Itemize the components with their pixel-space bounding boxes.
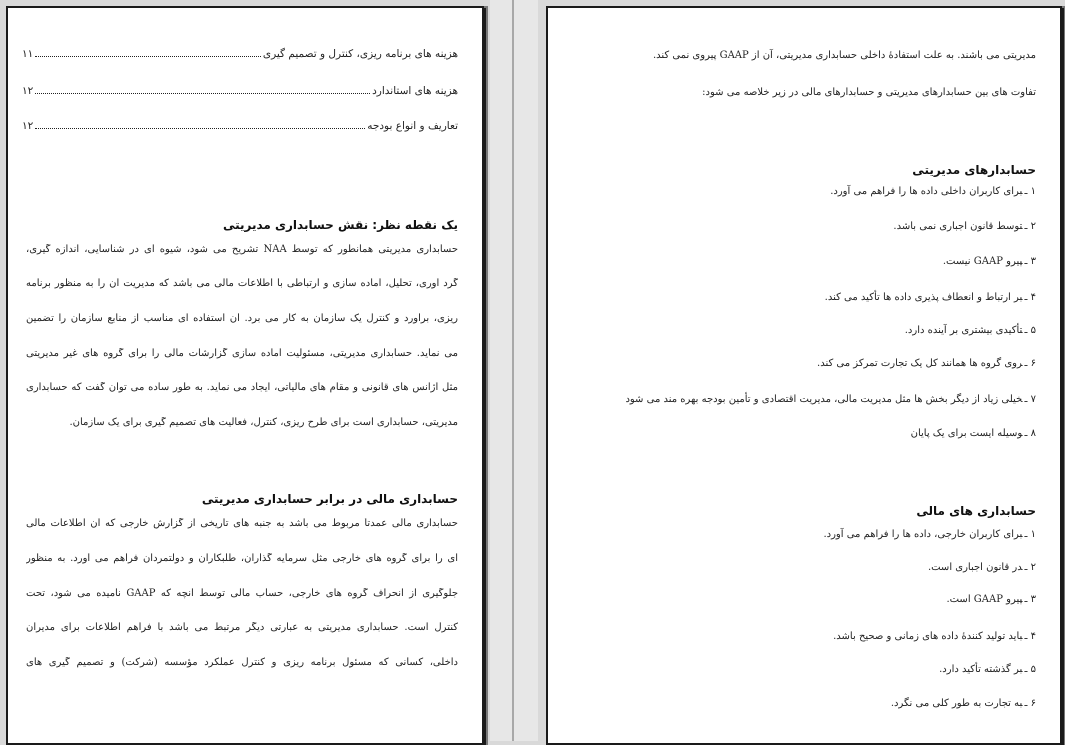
list-item — [817, 358, 1036, 369]
list-item-text: در قانون اجباری است. — [927, 562, 1023, 573]
list-item-number: ۶ ـ — [1024, 698, 1036, 709]
list-item — [928, 562, 1036, 573]
list-item — [833, 631, 1036, 642]
paragraph-line: کنترل است. حسابداری مدیریتی به عبارتی دیگر مرتبط می باشد با فراهم اطلاعات برای مدیران — [26, 622, 458, 633]
paragraph-line: ریزی، برآورد و کنترل یک سازمان به کار می برد. آن استفاده ای مناسب از منابع سازمان را تضمین — [26, 313, 458, 324]
list-item-number: ۴ ـ — [1024, 631, 1036, 642]
list-item-number: ۸ ـ — [1024, 428, 1036, 439]
toc-entry-title: تعاریف و انواع بودجه — [367, 120, 458, 132]
list-item-number: ۵ ـ — [1024, 325, 1036, 336]
toc-entry — [22, 85, 458, 97]
paragraph-line: می نماید. حسابداری مدیریتی، مسئولیت آماده سازی گزارشات مالی را برای گروه های غیر مدیریتی — [26, 348, 458, 359]
list-item — [823, 529, 1036, 540]
paragraph-line: تفاوت های بین حسابدارهای مدیریتی و حسابدارهای مالی در زیر خلاصه می شود: — [702, 87, 1036, 98]
paragraph-line: حسابداری مدیریتی همانطور که توسط NAA تشریح می شود، شیوه ای در شناسایی، اندازه گیری، — [26, 244, 458, 255]
toc-entry-page: ۱۲ — [22, 85, 34, 97]
list-item-text: برای کاربران خارجی، داده ها را فراهم می آورد. — [823, 529, 1023, 540]
list-item — [825, 292, 1036, 303]
list-item — [625, 394, 1036, 405]
list-item — [946, 594, 1036, 605]
list-item-text: برای کاربران داخلی داده ها را فراهم می آورد. — [830, 186, 1023, 197]
section-heading: حسابداری های مالی — [916, 504, 1036, 518]
toc-entry — [22, 120, 458, 132]
list-item — [939, 664, 1036, 675]
list-item-number: ۱ ـ — [1024, 529, 1036, 540]
list-item-number: ۲ ـ — [1024, 221, 1036, 232]
toc-entry-page: ۱۱ — [22, 48, 34, 60]
toc-entry-page: ۱۲ — [22, 120, 34, 132]
paragraph-line: گرد آوری، تحلیل، آماده سازی و ارتباطی با اطلاعات مالی می باشد که مدیریت آن را به منظور برنامه — [26, 278, 458, 289]
toc-leader-dots — [35, 128, 365, 129]
list-item-text: پیرو GAAP است. — [946, 594, 1023, 605]
list-item-text: پیرو GAAP نیست. — [942, 256, 1023, 267]
section-heading: حسابدارهای مدیریتی — [912, 163, 1036, 177]
list-item-text: خیلی زیاد از دیگر بخش ها مثل مدیریت مالی، مدیریت اقتصادی و تأمین بودجه بهره مند می شود — [625, 394, 1023, 405]
paragraph-line: مدیریتی می باشند. به علت استفادهٔ داخلی حسابداری مدیریتی، آن از GAAP پیروی نمی کند. — [652, 50, 1036, 61]
list-item-number: ۴ ـ — [1024, 292, 1036, 303]
toc-leader-dots — [35, 56, 261, 57]
page-separator — [512, 0, 514, 741]
list-item-text: باید تولید کنندهٔ داده های زمانی و صحیح باشد. — [833, 631, 1023, 642]
toc-entry-title: هزینه های استاندارد — [372, 85, 458, 97]
list-item — [905, 325, 1036, 336]
list-item-number: ۵ ـ — [1024, 664, 1036, 675]
list-item — [830, 186, 1036, 197]
list-item-text: توسط قانون اجباری نمی باشد. — [893, 221, 1023, 232]
list-item — [891, 698, 1036, 709]
list-item-text: وسیله ایست برای یک پایان — [910, 428, 1023, 439]
toc-leader-dots — [35, 93, 370, 94]
document-page-left — [6, 6, 484, 745]
list-item-number: ۷ ـ — [1024, 394, 1036, 405]
list-item-number: ۱ ـ — [1024, 186, 1036, 197]
list-item-text: تأکیدی بیشتری بر آینده دارد. — [904, 325, 1023, 336]
paragraph-line: حسابداری مالی عمدتاً مربوط می باشد به جنبه های تاریخی از گزارش خارجی که آن اطلاعات مالی — [26, 518, 458, 529]
paragraph-line: مثل آژانس های قانونی و مقام های مالیاتی، ایجاد می نماید. به طور ساده می توان گفت که حسابداری — [26, 382, 458, 393]
document-page-right — [546, 6, 1062, 745]
section-heading: حسابداری مالی در برابر حسابداری مدیریتی — [201, 492, 458, 506]
paragraph-line: مدیریتی، حسابداری است برای طرح ریزی، کنترل، فعالیت های تصمیم گیری برای یک سازمان. — [69, 417, 458, 428]
list-item-number: ۲ ـ — [1024, 562, 1036, 573]
toc-entry-title: هزینه های برنامه ریزی، کنترل و تصمیم گیری — [262, 48, 458, 60]
list-item-text: به تجارت به طور کلی می نگرد. — [890, 698, 1023, 709]
list-item-text: روی گروه ها همانند کل یک تجارت تمرکز می کند. — [817, 358, 1023, 369]
page-gap — [490, 0, 538, 741]
list-item-text: بر ارتباط و انعطاف پذیری داده ها تأکید می کند. — [824, 292, 1023, 303]
list-item — [943, 256, 1036, 267]
paragraph-line: جلوگیری از انحراف گروه های خارجی، حساب مالی توسط آنچه که GAAP نامیده می شود، تحت — [26, 588, 458, 599]
section-heading: یک نقطه نظر: نقش حسابداری مدیریتی — [222, 218, 458, 232]
list-item — [911, 428, 1036, 439]
list-item-number: ۳ ـ — [1024, 594, 1036, 605]
paragraph-line: ای را برای گروه های خارجی مثل سرمایه گذاران، طلبکاران و دولتمردان فراهم می آورد. به منظور — [26, 553, 458, 564]
toc-entry — [22, 48, 458, 60]
paragraph-line: داخلی، کسانی که مسئول برنامه ریزی و کنترل عملکرد مؤسسه (شرکت) و تصمیم گیری های — [26, 657, 458, 668]
list-item-text: بر گذشته تأکید دارد. — [939, 664, 1023, 675]
list-item-number: ۶ ـ — [1024, 358, 1036, 369]
list-item — [893, 221, 1036, 232]
list-item-number: ۳ ـ — [1024, 256, 1036, 267]
